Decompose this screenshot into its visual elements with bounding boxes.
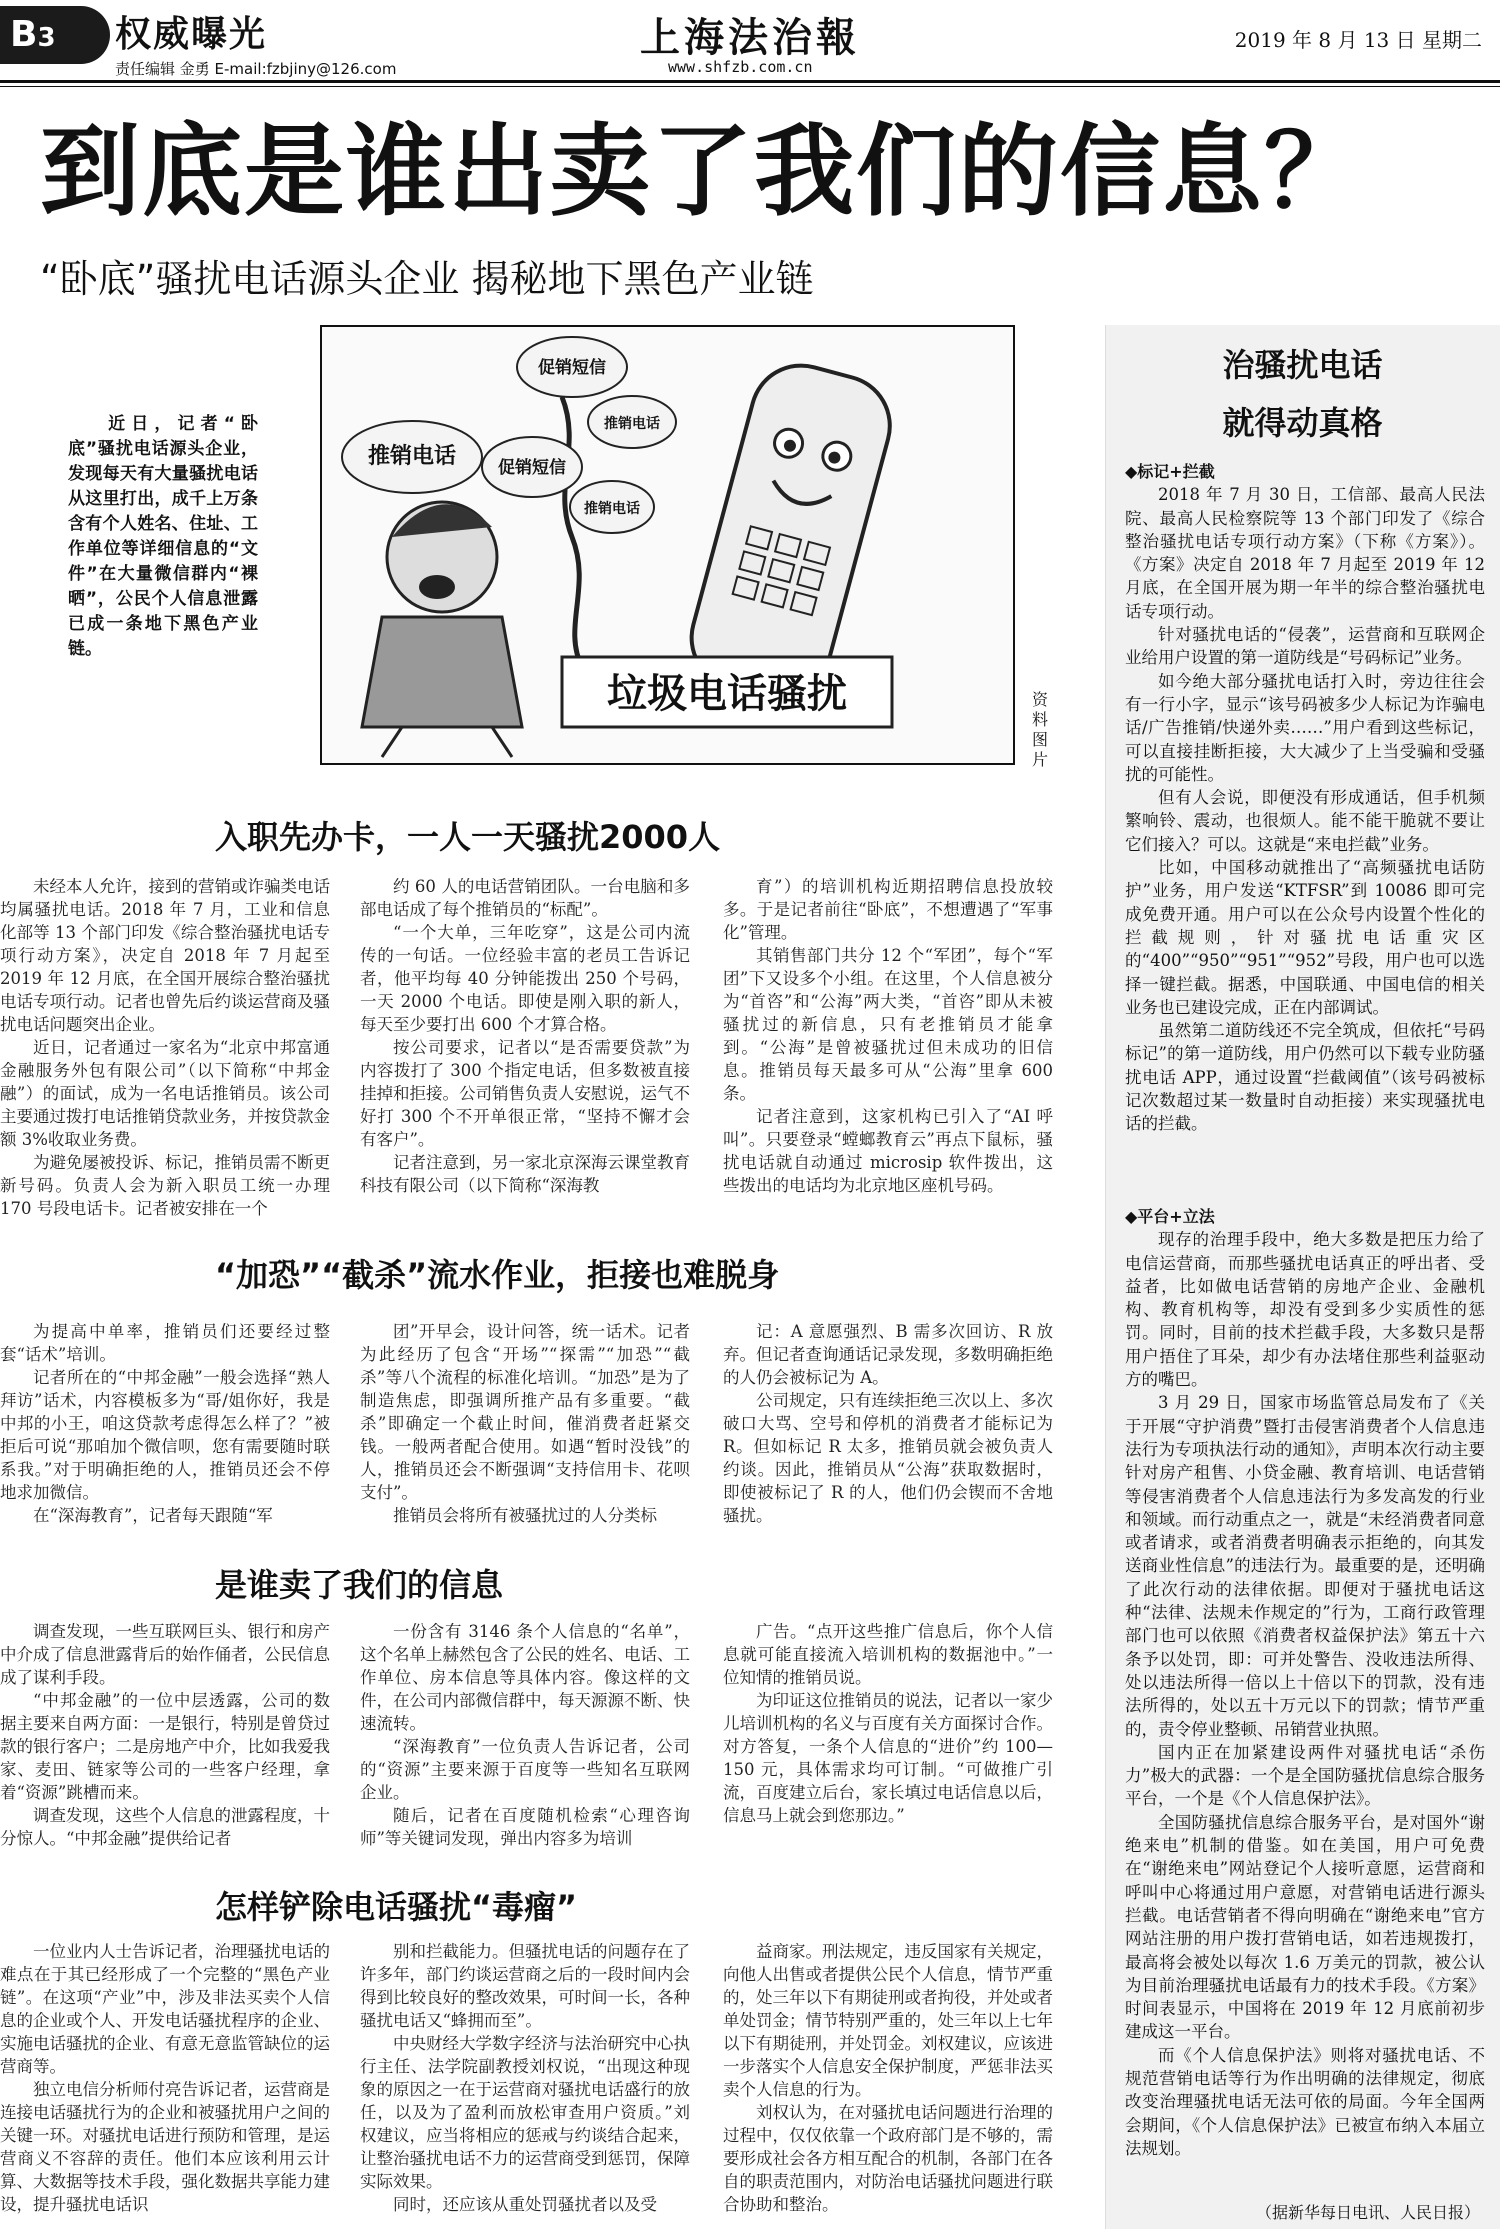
section1-column2: 约 60 人的电话营销团队。一台电脑和多部电话成了每个推销员的“标配”。 “一个大单，三年吃穿”，这是公司内流传的一句话。一位经验丰富的老员工告诉记者，他平均每 40 分钟能拨出 250 个号码，一天 2000 个电话。即使是刚入职的新人，每天至少要打出 600 个才算合格。 按公司要求，记者以“是否需要贷款”为内容拨打了 300 个指定电话，但多数被直接挂掉和拒接。公司销售负责人安慰说，运气不好打 300 个不开单很正常，“坚持不懈才会有客户”。 记者注意到，另一家北京深海云课堂教育科技有限公司（以下简称“深海教 (360, 877, 690, 1195)
bubble-label: 推销电话 (604, 416, 660, 432)
figure-caption: 资料图片 (1031, 690, 1048, 769)
section4-column2: 别和拦截能力。但骚扰电话的问题存在了许多年，部门约谈运营商之后的一段时间内会得到比较良好的整改效果，可时间一长，各种骚扰电话又“蜂拥而至”。 中央财经大学数字经济与法治研究中心执行主任、法学院副教授刘权说，“出现这种现象的原因之一在于运营商对骚扰电话盛行的放任，以及为了盈利而放松审查用户资质。”刘权建议，应当将相应的惩戒与约谈结合起来，让整治骚扰电话不力的运营商受到惩罚，保障实际效果。 同时，还应该从重处罚骚扰者以及受 (360, 1942, 690, 2214)
lead-paragraph: 近日，记者“卧底”骚扰电话源头企业，发现每天有大量骚扰电话从这里打出，成千上万条含有个人姓名、住址、工作单位等详细信息的“文件”在大量微信群内“裸晒”，公民个人信息泄露已成一条地下黑色产业链。 (68, 414, 258, 659)
section-heading-1: 入职先办卡，一人一天骚扰2000人 (215, 818, 721, 856)
section3-column1: 调查发现，一些互联网巨头、银行和房产中介成了信息泄露背后的始作俑者，公民信息成了谋利手段。 “中邦金融”的一位中层透露，公司的数据主要来自两方面：一是银行，特别是曾贷过款的银行客户；二是房地产中介，比如我爱我家、麦田、链家等公司的一些客户经理，拿着“资源”跳槽而来。 调查发现，这些个人信息的泄露程度，十分惊人。“中邦金融”提供给记者 (0, 1622, 330, 1848)
section2-column2: 团”开早会，设计问答，统一话术。记者为此经历了包含“开场”“探需”“加恐”“截杀”等八个流程的标准化培训。“加恐”是为了制造焦虑，即强调所推产品有多重要。“截杀”即确定一个截止时间，催消费者赶紧交钱。一般两者配合使用。如遇“暂时没钱”的人，推销员还会不断强调“支持信用卡、花呗支付”。 推销员会将所有被骚扰过的人分类标 (360, 1322, 690, 1525)
sidebar-title-line2: 就得动真格 (1222, 404, 1383, 442)
cartoon-illustration (320, 325, 1015, 765)
issue-date: 2019 年 8 月 13 日 星期二 (1234, 28, 1482, 52)
sidebar-subsection-2: ◆平台+立法 现存的治理手段中，绝大多数是把压力给了电信运营商，而那些骚扰电话真正的呼出者、受益者，比如做电话营销的房地产企业、金融机构、教育机构等，却没有受到多少实质性的惩罚。同时，目前的技术拦截手段，大多数只是帮用户捂住了耳朵，却少有办法堵住那些利益驱动方的嘴巴。 3 月 29 日，国家市场监管总局发布了《关于开展“守护消费”暨打击侵害消费者个人信息违法行为专项执法行动的通知》，声明本次行动主要针对房产租售、小贷金融、教育培训、电话营销等侵害消费者个人信息违法行为多发高发的行业和领域。而行动重点之一，就是“未经消费者同意或者请求，或者消费者明确表示拒绝的，向其发送商业性信息”的违法行为。最重要的是，还明确了此次行动的法律依据。即便对于骚扰电话这种“法律、法规未作规定的”行为，工商行政管理部门也可以依照《消费者权益保护法》第五十六条予以处罚，即：可并处警告、没收违法所得、处以违法所得一倍以上十倍以下的罚款，没有违法所得的，处以五十万元以下的罚款；情节严重的，责令停业整顿、吊销营业执照。 国内正在加紧建设两件对骚扰电话“杀伤力”极大的武器：一个是全国防骚扰信息综合服务平台，一个是《个人信息保护法》。 全国防骚扰信息综合服务平台，是对国外“谢绝来电”机制的借鉴。如在美国，用户可免费在“谢绝来电”网站登记个人接听意愿，运营商和呼叫中心将通过用户意愿，对营销电话进行源头拦截。电话营销者不得向明确在“谢绝来电”官方网站注册的用户拨打营销电话，如若违规拨打，最高将会被处以每次 1.6 万美元的罚款，被公认为目前治理骚扰电话最有力的技术手段。《方案》时间表显示，中国将在 2019 年 12 月底前初步建成这一平台。 而《个人信息保护法》则将对骚扰电话、不规范营销电话等行为作出明确的法律规定，彻底改变治理骚扰电话无法可依的局面。今年全国两会期间，《个人信息保护法》已被宣布纳入本届立法规划。 (1125, 1207, 1485, 2158)
masthead-rule-thin (0, 86, 1500, 87)
section2-column3: 记：A 意愿强烈、B 需多次回访、R 放弃。但记者查询通话记录发现，多数明确拒绝的人仍会被标记为 A。 公司规定，只有连续拒绝三次以上、多次破口大骂、空号和停机的消费者才能标记为 R。但如标记 R 太多，推销员就会被负责人约谈。因此，推销员从“公海”获取数据时，即使被标记了 R 的人，他们仍会锲而不舍地骚扰。 (723, 1322, 1053, 1525)
section-heading-4: 怎样铲除电话骚扰“毒瘤” (215, 1888, 578, 1926)
cartoon-drawing (322, 327, 1015, 765)
subheadline: “卧底”骚扰电话源头企业 揭秘地下黑色产业链 (40, 257, 814, 301)
section1-column1: 未经本人允许，接到的营销或诈骗类电话均属骚扰电话。2018 年 7 月，工业和信息化部等 13 个部门印发《综合整治骚扰电话专项行动方案》，决定自 2018 年 7 月起至 2019 年 12 月底，在全国开展综合整治骚扰电话专项行动。记者也曾先后约谈运营商及骚扰电话问题突出企业。 近日，记者通过一家名为“北京中邦富通金融服务外包有限公司”（以下简称“中邦金融”）的面试，成为一名电话推销员。该公司主要通过拨打电话推销贷款业务，并按贷款金额 3%收取业务费。 为避免屡被投诉、标记，推销员需不断更新号码。负责人会为新入职员工统一办理 170 号段电话卡。记者被安排在一个 (0, 877, 330, 1218)
newspaper-logo: 上海法治報 (640, 14, 860, 61)
sidebar-subsection-1: ◆标记+拦截 2018 年 7 月 30 日，工信部、最高人民法院、最高人民检察院等 13 个部门印发了《综合整治骚扰电话专项行动方案》（下称《方案》）。《方案》决定自 2018 年 7 月起至 2019 年 12 月底，在全国开展为期一年半的综合整治骚扰电话专项行动。 针对骚扰电话的“侵袭”，运营商和互联网企业给用户设置的第一道防线是“号码标记”业务。 如今绝大部分骚扰电话打入时，旁边往往会有一行小字，显示“该号码被多少人标记为诈骗电话/广告推销/快递外卖……”用户看到这些标记，可以直接挂断拒接，大大减少了上当受骗和受骚扰的可能性。 但有人会说，即便没有形成通话，但手机频繁响铃、震动，也很烦人。能不能干脆就不要让它们接入？可以。这就是“来电拦截”业务。 比如，中国移动就推出了“高频骚扰电话防护”业务，用户发送“KTFSR”到 10086 即可完成免费开通。用户可以在公众号内设置个性化的拦截规则，针对骚扰电话重灾区的“400”“950”“951”“952”号段，用户也可以选择一键拦截。据悉，中国联通、中国电信的相关业务也已建设完成，正在内部调试。 虽然第二道防线还不完全筑成，但依托“号码标记”的第一道防线，用户仍然可以下载专业防骚扰电话 APP，通过设置“拦截阈值”（该号码被标记次数超过某一数量时自动拒接）来实现骚扰电话的拦截。 (1125, 462, 1485, 1134)
source-credit: （据新华每日电讯、人民日报） (1255, 2203, 1480, 2222)
page-badge: B3 (0, 6, 110, 64)
section-heading-2: “加恐”“截杀”流水作业，拒接也难脱身 (215, 1256, 780, 1294)
section3-column3: 广告。“点开这些推广信息后，你个人信息就可能直接流入培训机构的数据池中。”一位知情的推销员说。 为印证这位推销员的说法，记者以一家少儿培训机构的名义与百度有关方面探讨合作。对方答复，一条个人信息的“进价”约 100—150 元，具体需求均可订制。“可做推广引流，百度建立后台，家长填过电话信息以后，信息马上就会到您那边。” (723, 1622, 1053, 1825)
bubble-label: 推销电话 (584, 501, 640, 517)
sidebar-title-line1: 治骚扰电话 (1222, 346, 1383, 384)
editor-line: 责任编辑 金勇 E-mail:fzbjiny@126.com (115, 60, 397, 78)
cartoon-banner: 垃圾电话骚扰 (607, 671, 847, 717)
masthead-rule (0, 80, 1500, 83)
bubble-label: 推销电话 (367, 444, 457, 469)
section-heading-3: 是谁卖了我们的信息 (215, 1566, 504, 1604)
headline: 到底是谁出卖了我们的信息？ (40, 113, 1366, 230)
section4-column3: 益商家。刑法规定，违反国家有关规定，向他人出售或者提供公民个人信息，情节严重的，处三年以下有期徒刑或者拘役，并处或者单处罚金；情节特别严重的，处三年以上七年以下有期徒刑，并处罚金。刘权建议，应该进一步落实个人信息安全保护制度，严惩非法买卖个人信息的行为。 刘权认为，在对骚扰电话问题进行治理的过程中，仅仅依靠一个政府部门是不够的，需要形成社会各方相互配合的机制，各部门在各自的职责范围内，对防治电话骚扰问题进行联合协助和整治。 (723, 1942, 1053, 2214)
sidebar-subheading: ◆平台+立法 (1125, 1207, 1215, 1226)
section2-column1: 为提高中单率，推销员们还要经过整套“话术”培训。 记者所在的“中邦金融”一般会选择“熟人拜访”话术，内容模板多为“哥/姐你好，我是中邦的小王，咱这贷款考虑得怎么样了？”被拒后可说“那咱加个微信呗，您有需要随时联系我。”对于明确拒绝的人，推销员还会不停地求加微信。 在“深海教育”，记者每天跟随“军 (0, 1322, 330, 1525)
bubble-label: 促销短信 (498, 458, 566, 478)
section-title: 权威曝光 (115, 14, 268, 55)
sidebar-subheading: ◆标记+拦截 (1125, 462, 1215, 481)
section4-column1: 一位业内人士告诉记者，治理骚扰电话的难点在于其已经形成了一个完整的“黑色产业链”。在这项“产业”中，涉及非法买卖个人信息的企业或个人、开发电话骚扰程序的企业、实施电话骚扰的企业、有意无意监管缺位的运营商等。 独立电信分析师付亮告诉记者，运营商是连接电话骚扰行为的企业和被骚扰用户之间的关键一环。对骚扰电话进行预防和管理，是运营商义不容辞的责任。他们本应该利用云计算、大数据等技术手段，强化数据共享能力建设，提升骚扰电话识 (0, 1942, 330, 2214)
section3-column2: 一份含有 3146 条个人信息的“名单”，这个名单上赫然包含了公民的姓名、电话、工作单位、房本信息等具体内容。像这样的文件，在公司内部微信群中，每天源源不断、快速流转。 “深海教育”一位负责人告诉记者，公司的“资源”主要来源于百度等一些知名互联网企业。 随后，记者在百度随机检索“心理咨询师”等关键词发现，弹出内容多为培训 (360, 1622, 690, 1848)
bubble-label: 促销短信 (538, 358, 606, 378)
section1-column3: 育”）的培训机构近期招聘信息投放较多。于是记者前往“卧底”，不想遭遇了“军事化”管理。 其销售部门共分 12 个“军团”，每个“军团”下又设多个小组。在这里，个人信息被分为“首咨”和“公海”两大类，“首咨”即从未被骚扰过的新信息，只有老推销员才能拿到。“公海”是曾被骚扰过但未成功的旧信息。推销员每天最多可从“公海”里拿 600 条。 记者注意到，这家机构已引入了“AI 呼叫”。只要登录“螳螂教育云”再点下鼠标，骚扰电话就自动通过 microsip 软件拨出，这些拨出的电话均为北京地区座机号码。 (723, 877, 1053, 1195)
newspaper-url[interactable]: www.shfzb.com.cn (668, 58, 813, 76)
